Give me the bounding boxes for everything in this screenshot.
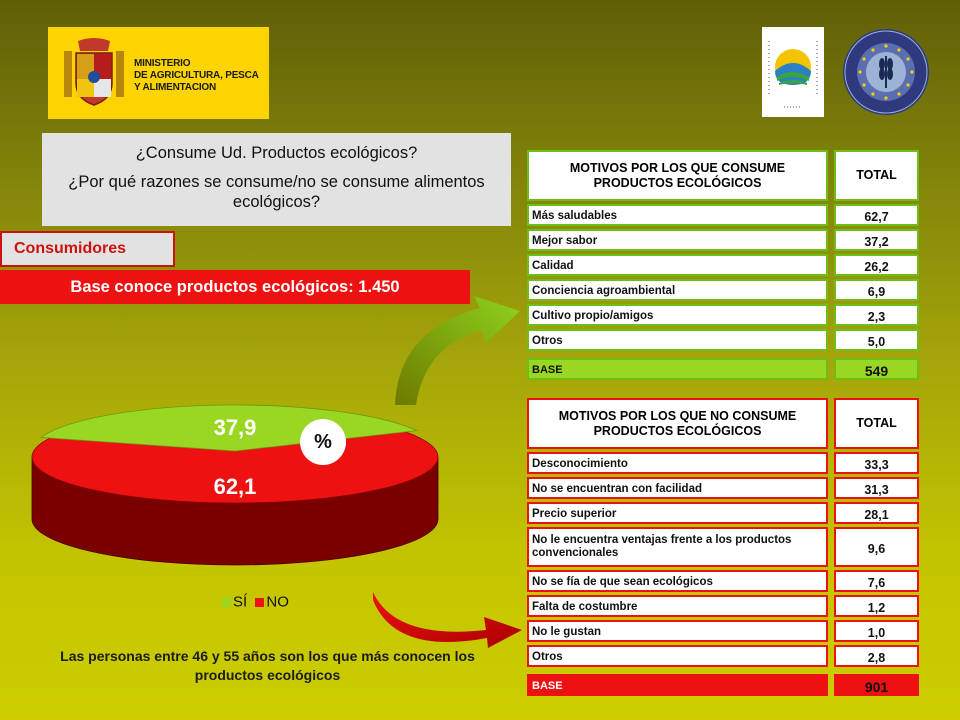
table-consume-reason: Conciencia agroambiental bbox=[527, 279, 828, 301]
table-no-consume-value: 1,2 bbox=[834, 595, 919, 617]
table-no-consume-row bbox=[527, 620, 919, 642]
table-no-consume-reason: Desconocimiento bbox=[527, 452, 828, 474]
ministry-line-2: DE AGRICULTURA, PESCA bbox=[134, 70, 259, 81]
ministry-line-3: Y ALIMENTACION bbox=[134, 82, 217, 93]
table-no-consume-row bbox=[527, 570, 919, 592]
ministry-logo bbox=[48, 27, 269, 119]
table-no-consume-value: 33,3 bbox=[834, 452, 919, 474]
table-no-consume-reason: Otros bbox=[527, 645, 828, 667]
table-consume-value: 37,2 bbox=[834, 229, 919, 251]
table-consume-value: 26,2 bbox=[834, 254, 919, 276]
red-arrow bbox=[373, 592, 522, 648]
table-consume-reason: Más saludables bbox=[527, 204, 828, 226]
table-consume-row bbox=[527, 304, 919, 326]
table-no-consume-reason: No se encuentran con facilidad bbox=[527, 477, 828, 499]
question-line-1: ¿Consume Ud. Productos ecológicos? bbox=[135, 144, 418, 162]
chart-legend bbox=[222, 593, 289, 611]
table-no-consume-base-row bbox=[527, 674, 919, 696]
pie-label-si: 37,9 bbox=[213, 415, 257, 440]
table-consume-base-value: 549 bbox=[834, 358, 919, 380]
pie-chart bbox=[30, 395, 460, 575]
table-consume-row bbox=[527, 204, 919, 226]
question-line-2: ¿Por qué razones se consume/no se consume alimentos ecológicos? bbox=[68, 173, 485, 211]
table-consume-total-header: TOTAL bbox=[834, 150, 919, 201]
legend-label-no: NO bbox=[266, 593, 289, 611]
table-consume-row bbox=[527, 329, 919, 351]
table-consume-header: MOTIVOS POR LOS QUE CONSUME PRODUCTOS ECOLÓGICOS bbox=[527, 150, 828, 201]
table-consume-row bbox=[527, 279, 919, 301]
table-no-consume-reason: No se fía de que sean ecológicos bbox=[527, 570, 828, 592]
table-no-consume-value: 28,1 bbox=[834, 502, 919, 524]
table-consume-reason: Cultivo propio/amigos bbox=[527, 304, 828, 326]
agricultura-ecologica-espana-logo bbox=[762, 27, 824, 117]
table-consume-reason: Otros bbox=[527, 329, 828, 351]
table-no-consume-reason: No le gustan bbox=[527, 620, 828, 642]
agricultura-ecologica-eu-seal bbox=[842, 28, 930, 116]
table-no-consume-reason: No le encuentra ventajas frente a los productos convencionales bbox=[527, 527, 828, 567]
green-arrow bbox=[395, 296, 520, 405]
table-no-consume-total-header: TOTAL bbox=[834, 398, 919, 449]
footnote: Las personas entre 46 y 55 años son los que más conocen los productos ecológicos bbox=[60, 648, 475, 683]
table-no-consume-reason: Falta de costumbre bbox=[527, 595, 828, 617]
table-consume-base-row bbox=[527, 358, 919, 380]
table-no-consume-header: MOTIVOS POR LOS QUE NO CONSUME PRODUCTOS ECOLÓGICOS bbox=[527, 398, 828, 449]
table-no-consume-value: 31,3 bbox=[834, 477, 919, 499]
table-no-consume-row bbox=[527, 595, 919, 617]
table-no-consume-row bbox=[527, 527, 919, 559]
ministry-line-1: MINISTERIO bbox=[134, 58, 191, 69]
table-consume bbox=[527, 150, 919, 382]
pie-label-no: 62,1 bbox=[213, 474, 257, 499]
table-consume-value: 6,9 bbox=[834, 279, 919, 301]
segment-label: Consumidores bbox=[0, 231, 175, 267]
table-no-consume-value: 9,6 bbox=[834, 527, 919, 567]
table-no-consume-row bbox=[527, 502, 919, 524]
table-no-consume-row bbox=[527, 452, 919, 474]
table-consume-value: 2,3 bbox=[834, 304, 919, 326]
legend-swatch-si bbox=[222, 598, 231, 607]
table-consume-reason: Calidad bbox=[527, 254, 828, 276]
table-consume-value: 5,0 bbox=[834, 329, 919, 351]
table-no-consume-value: 1,0 bbox=[834, 620, 919, 642]
table-consume-base-label: BASE bbox=[527, 358, 828, 380]
table-no-consume-value: 2,8 bbox=[834, 645, 919, 667]
table-consume-row bbox=[527, 229, 919, 251]
table-consume-value: 62,7 bbox=[834, 204, 919, 226]
table-no-consume-base-label: BASE bbox=[527, 674, 828, 696]
table-no-consume-row bbox=[527, 477, 919, 499]
question-box bbox=[42, 133, 511, 226]
base-label: Base conoce productos ecológicos: 1.450 bbox=[0, 270, 470, 304]
table-no-consume bbox=[527, 398, 919, 698]
legend-label-si: SÍ bbox=[233, 593, 248, 611]
spanish-coat-of-arms-icon bbox=[62, 37, 126, 109]
table-consume-row bbox=[527, 254, 919, 276]
table-no-consume-row bbox=[527, 645, 919, 667]
percent-badge: % bbox=[300, 419, 346, 465]
table-no-consume-base-value: 901 bbox=[834, 674, 919, 696]
table-no-consume-value: 7,6 bbox=[834, 570, 919, 592]
legend-swatch-no bbox=[255, 598, 264, 607]
table-no-consume-reason: Precio superior bbox=[527, 502, 828, 524]
table-consume-reason: Mejor sabor bbox=[527, 229, 828, 251]
